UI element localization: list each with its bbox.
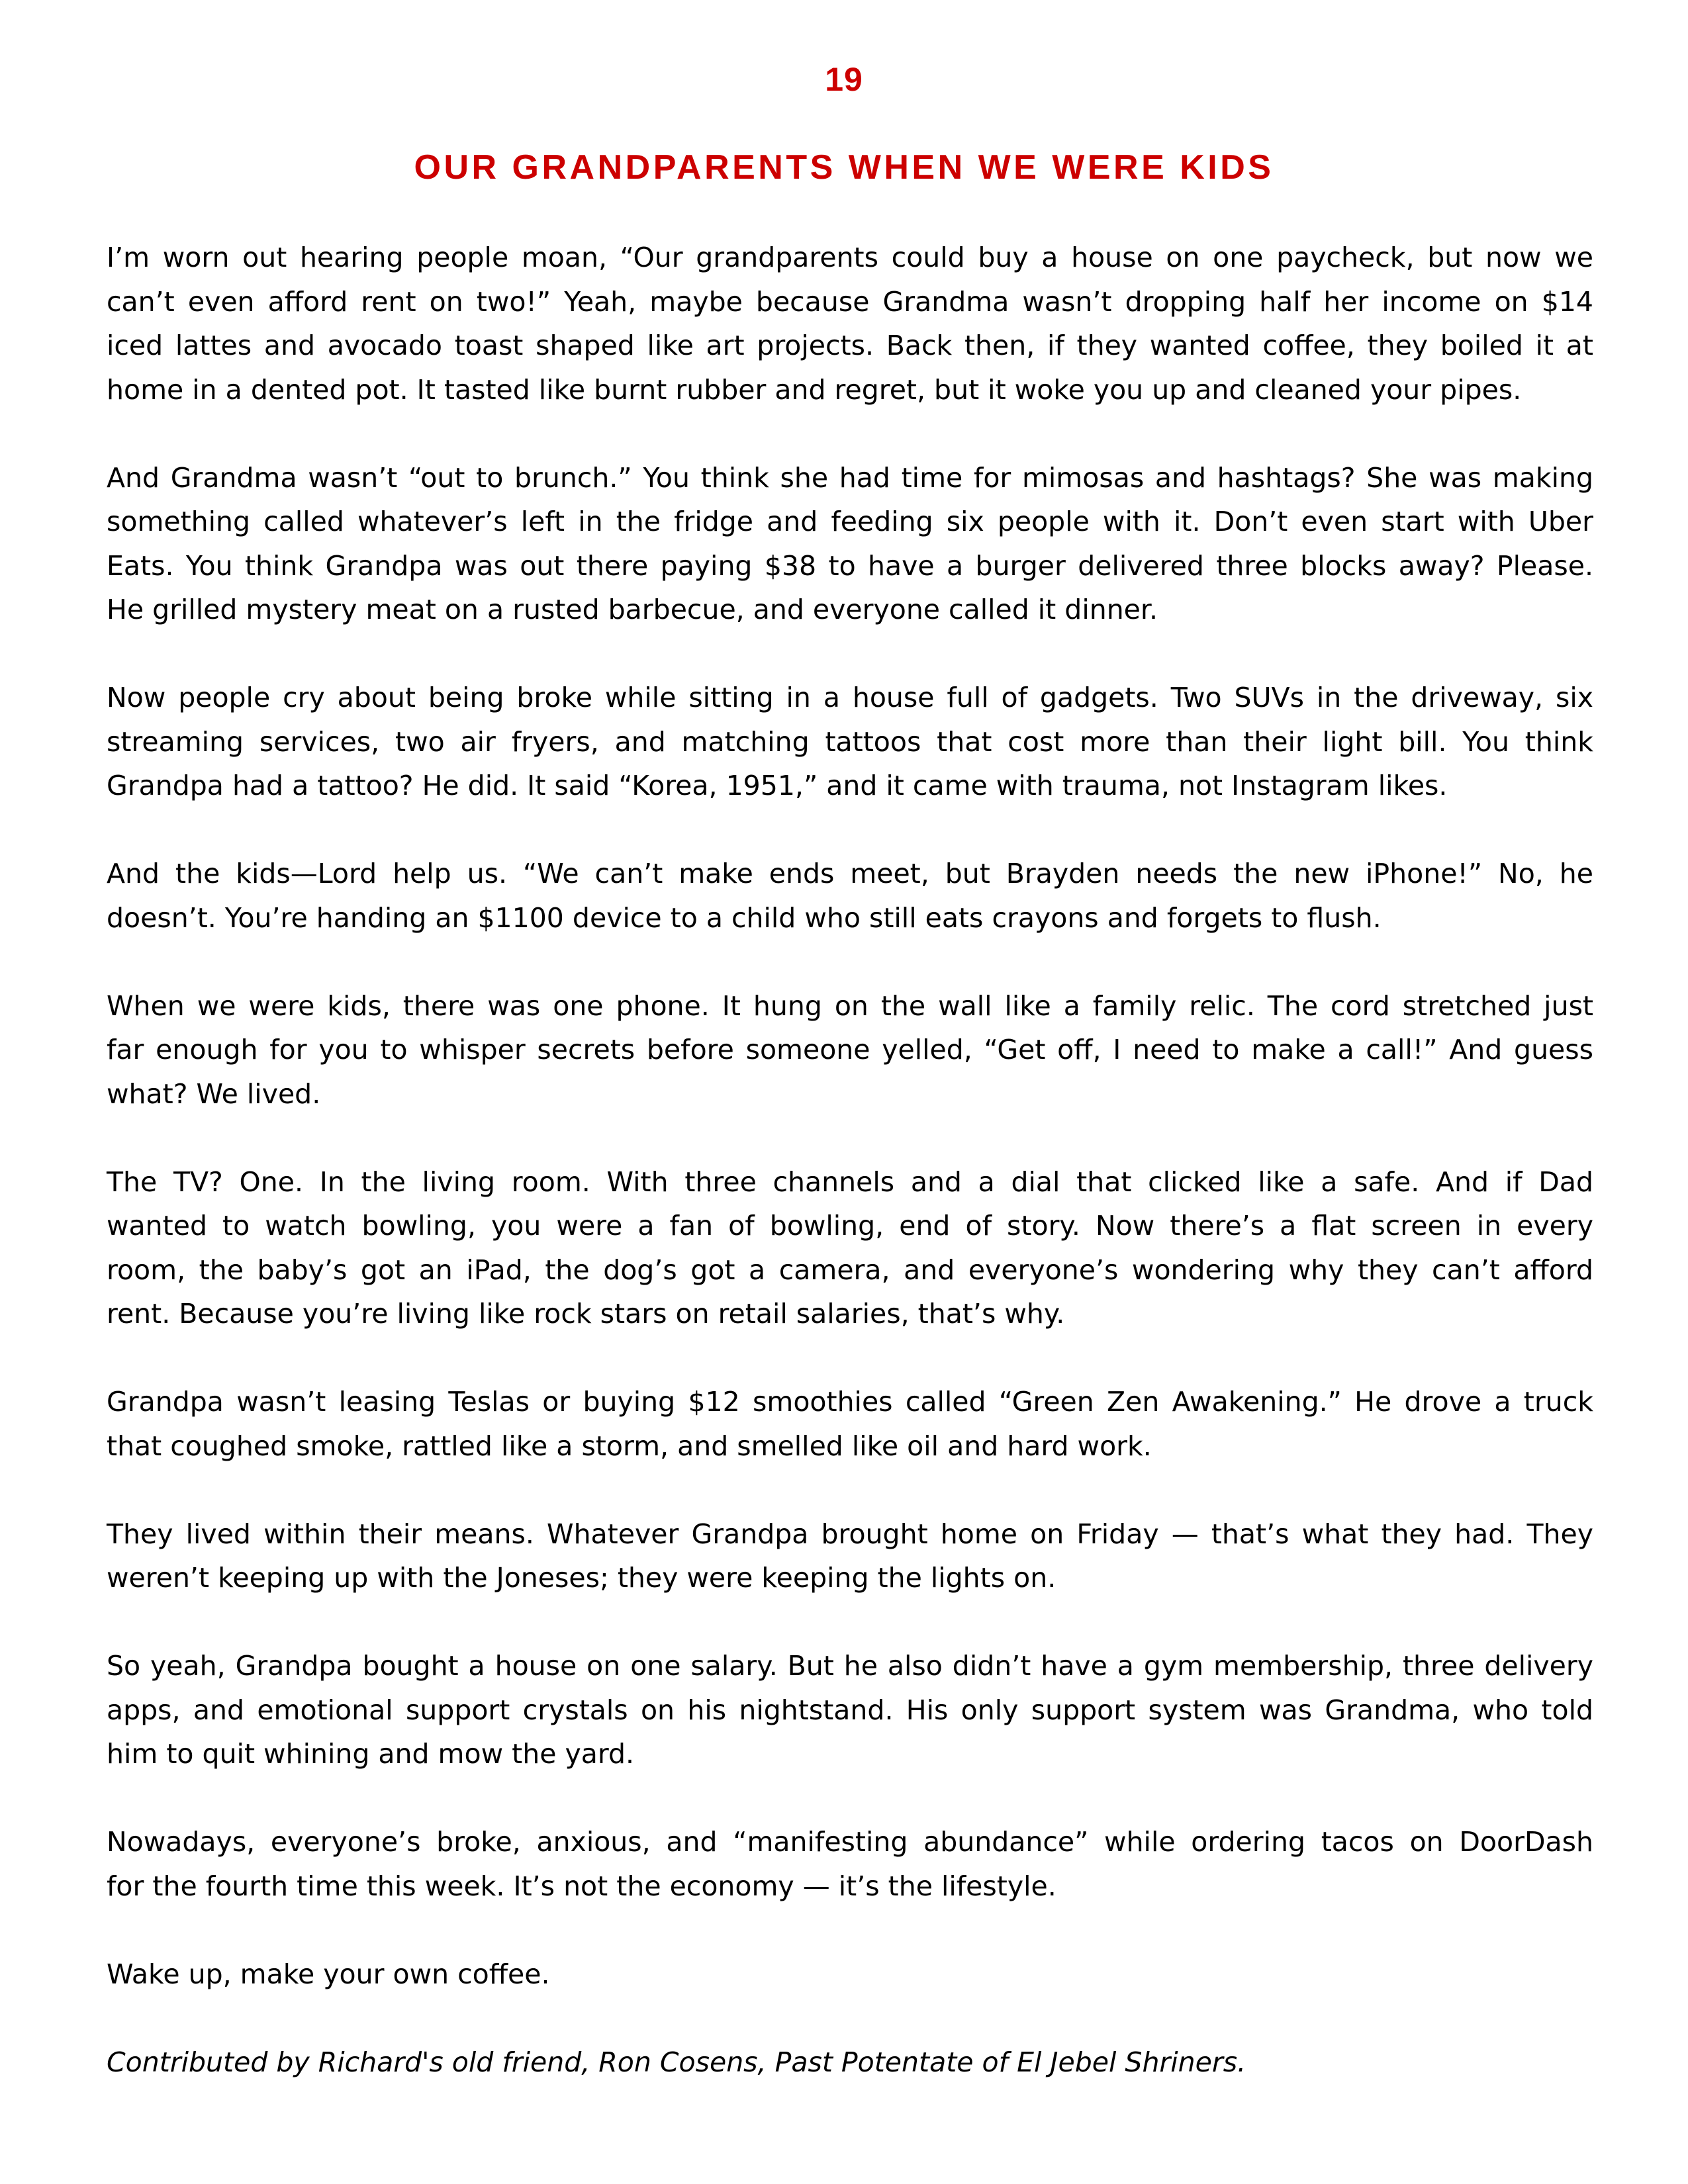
text-line: Eats. You think Grandpa was out there paying $38 to have a burger delivered three blocks away? Please. xyxy=(107,549,1593,582)
paragraph xyxy=(107,852,1593,940)
text-line: apps, and emotional support crystals on his nightstand. His only support system was Grandma, who told xyxy=(107,1694,1593,1726)
text-line: Grandpa wasn’t leasing Teslas or buying $12 smoothies called “Green Zen Awakening.” He drove a truck xyxy=(107,1386,1593,1418)
paragraph xyxy=(107,456,1593,632)
text-line: They lived within their means. Whatever Grandpa brought home on Friday — that’s what they had. They xyxy=(107,1518,1593,1550)
text-line: rent. Because you’re living like rock stars on retail salaries, that’s why. xyxy=(107,1298,1065,1330)
paragraph xyxy=(107,236,1593,412)
paragraph xyxy=(107,1820,1593,1908)
text-line: iced lattes and avocado toast shaped like art projects. Back then, if they wanted coffee, they boiled it at xyxy=(107,330,1593,361)
text-line: streaming services, two air fryers, and matching tattoos that cost more than their light bill. You think xyxy=(107,725,1593,758)
article-body xyxy=(107,236,1593,2128)
text-line: room, the baby’s got an iPad, the dog’s got a camera, and everyone’s wondering why they can’t afford xyxy=(107,1253,1593,1286)
paragraph xyxy=(107,1952,1593,1997)
text-line: for the fourth time this week. It’s not the economy — it’s the lifestyle. xyxy=(107,1870,1056,1902)
credit-text: Contributed by Richard's old friend, Ron Cosens, Past Potentate of El Jebel Shriners. xyxy=(107,2046,1246,2078)
text-line: So yeah, Grandpa bought a house on one salary. But he also didn’t have a gym membership, three delivery xyxy=(107,1650,1593,1682)
text-line: home in a dented pot. It tasted like burnt rubber and regret, but it woke you up and cleaned your pipes. xyxy=(107,373,1522,406)
text-line: He grilled mystery meat on a rusted barbecue, and everyone called it dinner. xyxy=(107,594,1158,625)
contributor-credit xyxy=(107,2040,1593,2085)
text-line: The TV? One. In the living room. With three channels and a dial that clicked like a safe. And if Dad xyxy=(107,1165,1593,1198)
text-line: Nowadays, everyone’s broke, anxious, and “manifesting abundance” while ordering tacos on DoorDash xyxy=(107,1826,1593,1858)
paragraph xyxy=(107,676,1593,808)
text-line: I’m worn out hearing people moan, “Our grandparents could buy a house on one paycheck, but now we xyxy=(107,242,1593,273)
text-line: can’t even afford rent on two!” Yeah, maybe because Grandma wasn’t dropping half her income on $14 xyxy=(107,285,1593,318)
text-line: Now people cry about being broke while sitting in a house full of gadgets. Two SUVs in the driveway, six xyxy=(107,682,1593,713)
text-line: Grandpa had a tattoo? He did. It said “Korea, 1951,” and it came with trauma, not Instagram likes. xyxy=(107,770,1448,801)
chapter-title: OUR GRANDPARENTS WHEN WE WERE KIDS xyxy=(414,148,1274,187)
text-line: that coughed smoke, rattled like a storm, and smelled like oil and hard work. xyxy=(107,1430,1152,1462)
text-line: far enough for you to whisper secrets before someone yelled, “Get off, I need to make a call!” And guess xyxy=(107,1034,1593,1066)
text-line: what? We lived. xyxy=(107,1077,321,1110)
text-line: weren’t keeping up with the Joneses; they were keeping the lights on. xyxy=(107,1562,1056,1594)
text-line: doesn’t. You’re handing an $1100 device to a child who still eats crayons and forgets to flush. xyxy=(107,901,1382,934)
text-line: And the kids—Lord help us. “We can’t make ends meet, but Brayden needs the new iPhone!” No, he xyxy=(107,858,1593,889)
text-line: Wake up, make your own coffee. xyxy=(107,1958,550,1990)
text-line: wanted to watch bowling, you were a fan of bowling, end of story. Now there’s a flat screen in every xyxy=(107,1210,1593,1242)
paragraph xyxy=(107,1380,1593,1468)
paragraph xyxy=(107,984,1593,1116)
page-number: 19 xyxy=(825,61,863,98)
paragraph xyxy=(107,1160,1593,1336)
text-line: And Grandma wasn’t “out to brunch.” You think she had time for mimosas and hashtags? She was making xyxy=(107,461,1593,494)
text-line: him to quit whining and mow the yard. xyxy=(107,1738,635,1770)
paragraph xyxy=(107,1644,1593,1776)
paragraph xyxy=(107,1512,1593,1600)
text-line: When we were kids, there was one phone. It hung on the wall like a family relic. The cord stretched just xyxy=(107,989,1593,1022)
text-line: something called whatever’s left in the fridge and feeding six people with it. Don’t even start with Uber xyxy=(107,506,1593,537)
